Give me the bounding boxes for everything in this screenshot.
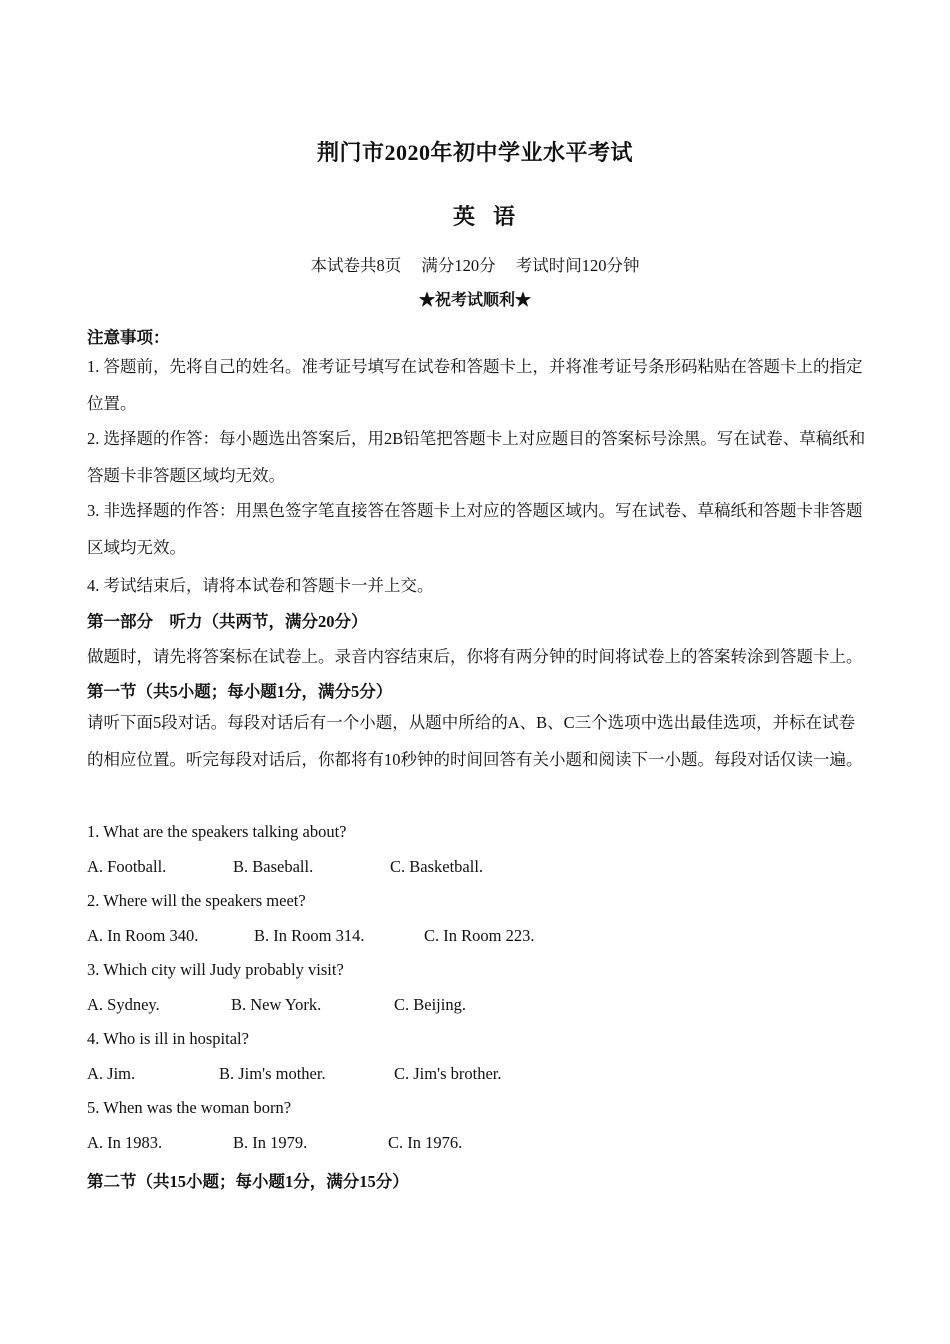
- section1-instruction: 请听下面5段对话。每段对话后有一个小题，从题中所给的A、B、C三个选项中选出最佳选项，并标在试卷的相应位置。听完每段对话后，你都将有10秒钟的时间回答有关小题和阅读下一小题。每段对话仅读一遍。: [87, 713, 863, 769]
- question-5: 5. When was the woman born?: [87, 1098, 292, 1117]
- exam-duration: 考试时间120分钟: [515, 256, 640, 275]
- question-1: 1. What are the speakers talking about?: [87, 822, 347, 841]
- notice-item-2: 2. 选择题的作答：每小题选出答案后，用2B铅笔把答题卡上对应题目的答案标号涂黑。写在试卷、草稿纸和答题卡非答题区域均无效。: [87, 429, 866, 485]
- q1-option-c: C. Basketball.: [390, 857, 484, 876]
- notice-item-1: 1. 答题前，先将自己的姓名。准考证号填写在试卷和答题卡上，并将准考证号条形码粘贴在答题卡上的指定位置。: [87, 357, 863, 413]
- exam-info: [0, 252, 950, 276]
- q3-option-b: B. New York.: [231, 995, 322, 1014]
- q5-option-a: A. In 1983.: [87, 1133, 163, 1152]
- q3-option-c: C. Beijing.: [394, 995, 466, 1014]
- notice-heading: 注意事项：: [87, 328, 170, 347]
- exam-wish: ★祝考试顺利★: [418, 292, 531, 309]
- section1-heading: 第一节（共5小题；每小题1分，满分5分）: [87, 682, 393, 701]
- q3-option-a: A. Sydney.: [87, 995, 160, 1014]
- q4-option-b: B. Jim's mother.: [219, 1064, 326, 1083]
- q4-option-a: A. Jim.: [87, 1064, 136, 1083]
- q5-option-b: B. In 1979.: [233, 1133, 308, 1152]
- q1-option-b: B. Baseball.: [233, 857, 314, 876]
- q2-option-c: C. In Room 223.: [424, 926, 535, 945]
- full-score: 满分120分: [421, 256, 496, 275]
- part1-heading: 第一部分 听力（共两节，满分20分）: [87, 612, 368, 631]
- notice-item-4: 4. 考试结束后，请将本试卷和答题卡一并上交。: [87, 576, 434, 595]
- section2-heading: 第二节（共15小题；每小题1分，满分15分）: [87, 1172, 409, 1191]
- exam-title: 荆门市2020年初中学业水平考试: [316, 140, 633, 165]
- q1-option-a: A. Football.: [87, 857, 167, 876]
- question-2: 2. Where will the speakers meet?: [87, 891, 306, 910]
- question-4: 4. Who is ill in hospital?: [87, 1029, 249, 1048]
- q4-option-c: C. Jim's brother.: [394, 1064, 502, 1083]
- exam-subject: 英语: [452, 204, 533, 229]
- q2-option-a: A. In Room 340.: [87, 926, 199, 945]
- notice-item-3: 3. 非选择题的作答：用黑色签字笔直接答在答题卡上对应的答题区域内。写在试卷、草稿纸和答题卡非答题区域均无效。: [87, 501, 863, 557]
- q5-option-c: C. In 1976.: [388, 1133, 463, 1152]
- question-3: 3. Which city will Judy probably visit?: [87, 960, 344, 979]
- q2-option-b: B. In Room 314.: [254, 926, 365, 945]
- page-count: 本试卷共8页: [310, 256, 402, 275]
- part1-instruction: 做题时，请先将答案标在试卷上。录音内容结束后，你将有两分钟的时间将试卷上的答案转涂到答题卡上。: [87, 647, 863, 666]
